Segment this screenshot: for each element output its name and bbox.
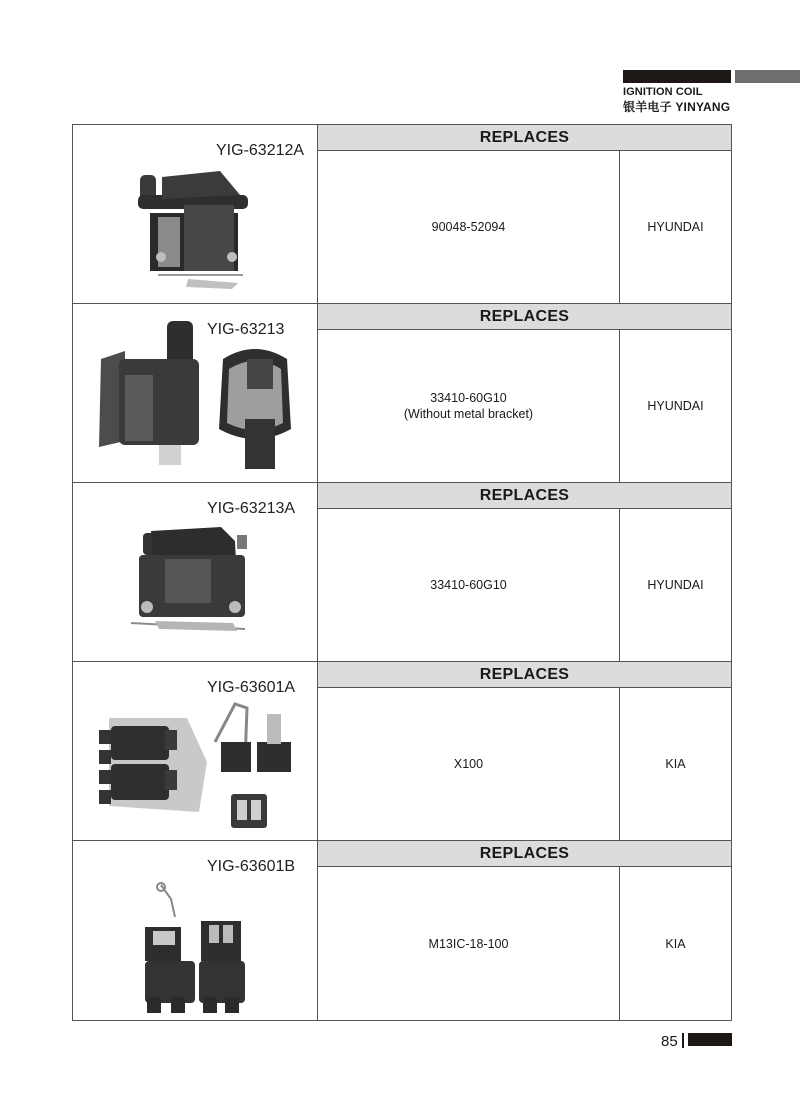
ignition-coil-photo xyxy=(95,319,315,479)
header-bar-dark xyxy=(623,70,731,83)
replaces-header: REPLACES xyxy=(318,662,731,688)
part-number: YIG-63601A xyxy=(207,679,296,696)
replaces-header: REPLACES xyxy=(318,483,731,509)
page-divider xyxy=(682,1033,684,1048)
oem-note: (Without metal bracket) xyxy=(403,407,534,421)
product-image-cell xyxy=(73,483,318,661)
product-image-cell xyxy=(73,304,318,482)
ignition-coil-photo xyxy=(95,702,310,834)
vehicle-make: KIA xyxy=(665,936,686,951)
vehicle-make: HYUNDAI xyxy=(647,220,704,234)
table-row xyxy=(73,483,731,662)
vehicle-make: HYUNDAI xyxy=(647,578,704,592)
oem-number-cell xyxy=(318,330,620,482)
part-number: YIG-63601B xyxy=(207,858,296,875)
oem-number-cell xyxy=(318,867,620,1020)
footer-bar xyxy=(688,1033,732,1046)
ignition-coil-photo xyxy=(128,165,263,297)
ignition-coil-photo xyxy=(125,525,265,645)
table-row xyxy=(73,304,731,483)
oem-number-cell xyxy=(318,688,620,840)
brand-name: 银羊电子 YINYANG xyxy=(623,100,731,114)
catalog-table xyxy=(72,124,732,1021)
table-row xyxy=(73,125,731,304)
page-number: 85 xyxy=(661,1033,678,1050)
oem-number: 33410-60G10 xyxy=(430,391,507,405)
part-number: YIG-63213 xyxy=(207,321,285,338)
oem-number: 33410-60G10 xyxy=(430,578,507,592)
product-image-cell xyxy=(73,662,318,840)
vehicle-make: KIA xyxy=(665,757,686,771)
part-number: YIG-63212A xyxy=(216,142,305,159)
oem-number: M13IC-18-100 xyxy=(428,936,509,951)
header-bar-gray xyxy=(735,70,800,83)
ignition-coil-photo xyxy=(131,881,261,1016)
replaces-header: REPLACES xyxy=(318,125,731,151)
oem-number-cell xyxy=(318,151,620,303)
vehicle-make: HYUNDAI xyxy=(647,399,704,413)
oem-number-cell xyxy=(318,509,620,661)
oem-number: X100 xyxy=(453,757,484,771)
table-row xyxy=(73,662,731,841)
replaces-header: REPLACES xyxy=(318,304,731,330)
product-image-cell xyxy=(73,841,318,1020)
part-number: YIG-63213A xyxy=(207,500,296,517)
product-image-cell xyxy=(73,125,318,303)
section-title: IGNITION COIL xyxy=(623,86,703,98)
replaces-header: REPLACES xyxy=(318,841,731,867)
oem-number: 90048-52094 xyxy=(431,220,506,234)
table-row xyxy=(73,841,731,1020)
